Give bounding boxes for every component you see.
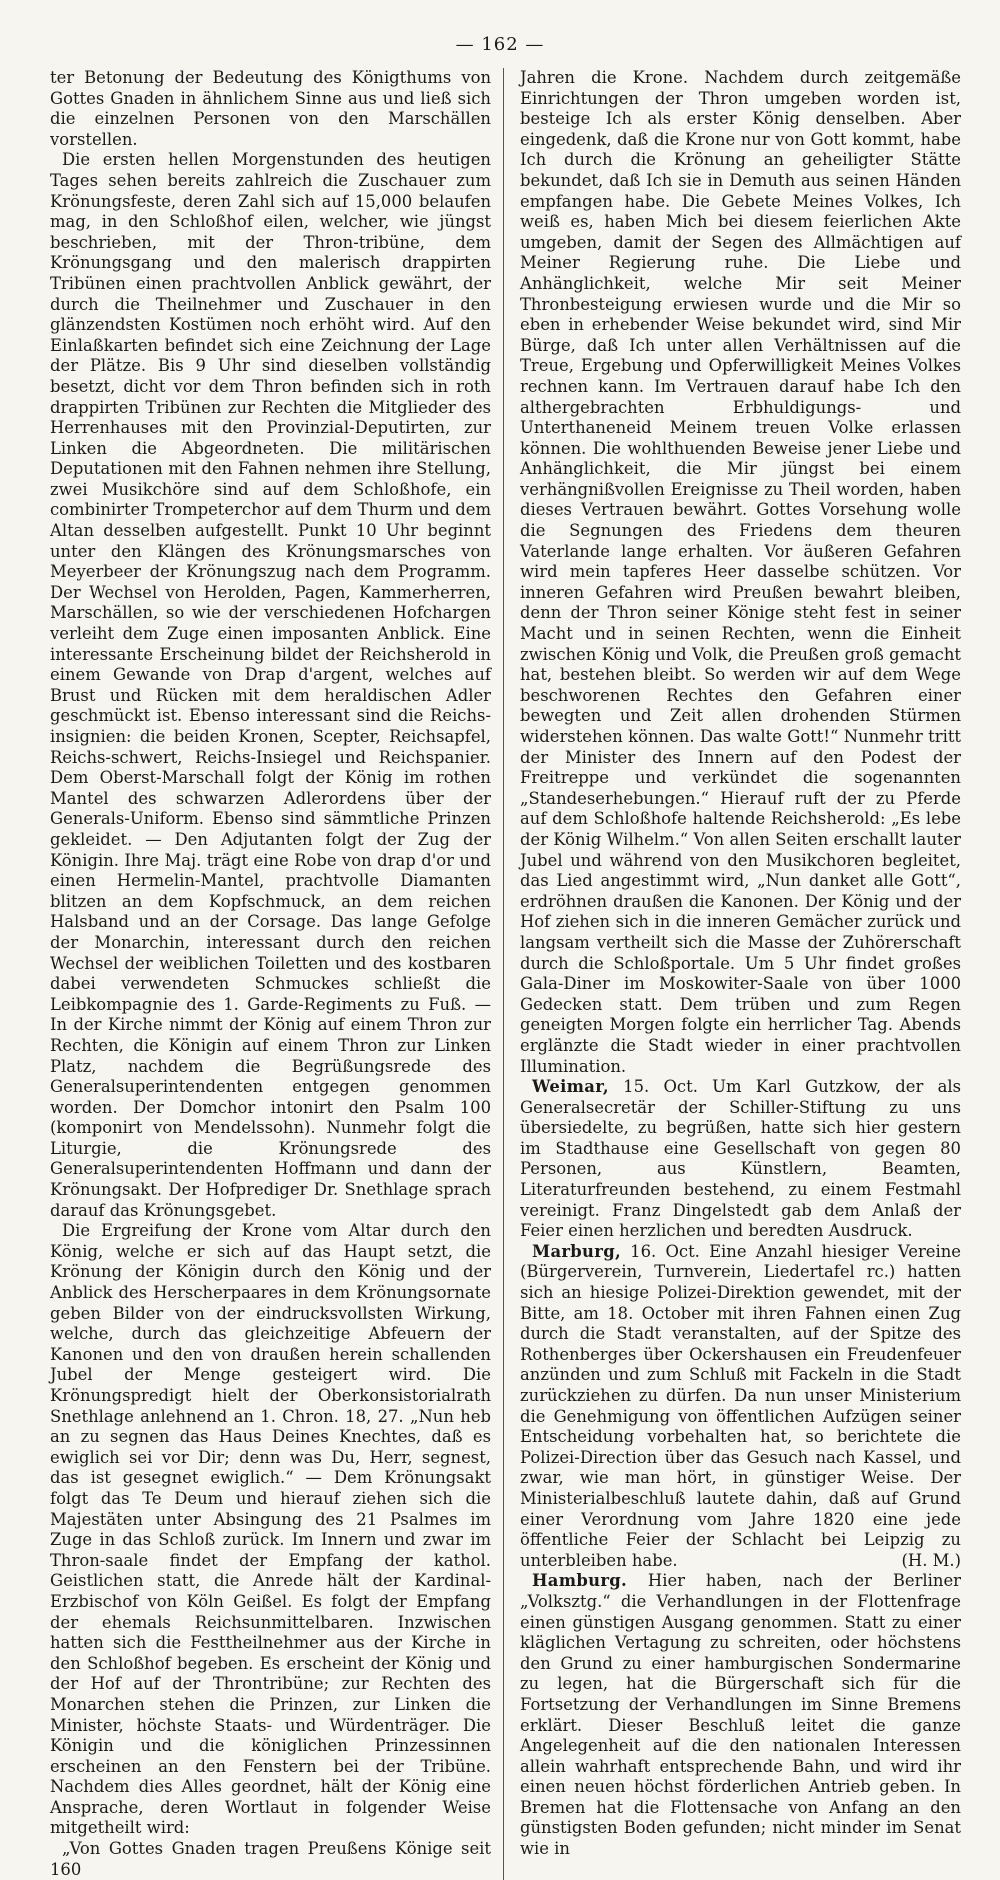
news-item-hamburg xyxy=(520,1571,961,1859)
paragraph xyxy=(520,68,961,1077)
dateline-place: Hamburg. xyxy=(532,1571,628,1591)
article-text: Jahren die Krone. Nachdem durch zeitgemäße Einrichtungen der Thron umgeben worden ist, besteige Ich als erster König denselben. Aber eingedenk, daß die Krone nur von Gott kommt, habe Ich durch die Krönung an geheiligter Stätte bekundet, daß Ich sie in Demuth aus seinen Händen empfangen habe. Die Gebete Meines Volkes, Ich weiß es, haben Mich bei diesem feierlichen Akte umgeben, damit der Segen des Allmächtigen auf Meiner Regierung ruhe. Die Liebe und Anhänglichkeit, welche Mir seit Meiner Thronbesteigung erwiesen wurde und die Mir so eben in erhebender Weise bekundet wird, sind Mir Bürge, daß Ich unter allen Verhältnissen auf die Treue, Ergebung und Opferwilligkeit Meines Volkes rechnen kann. Im Vertrauen darauf habe Ich den althergebrachten Erbhuldigungs- und Unterthaneneid Meinem treuen Volke erlassen können. Die wohlthuenden Beweise jener Liebe und Anhänglichkeit, die Mir jüngst bei einem verhängnißvollen Ereignisse zu Theil worden, haben dieses Vertrauen bewährt. Gottes Vorsehung wolle die Segnungen des Friedens dem theuren Vaterlande lange erhalten. Vor äußeren Gefahren wird mein tapferes Heer dasselbe schützen. Vor inneren Gefahren wird Preußen bewahrt bleiben, denn der Thron seiner Könige steht fest in seiner Macht und in seinen Rechten, wenn die Einheit zwischen König und Volk, die Preußen groß gemacht hat, bestehen bleibt. So werden wir auf dem Wege beschworenen Rechtes den Gefahren einer bewegten und Zeit allen drohenden Stürmen widerstehen können. Das walte Gott!“ Nunmehr tritt der Minister des Innern auf den Podest der Freitreppe und verkündet die sogenannten „Standeserhebungen.“ Hierauf ruft der zu Pferde auf dem Schloßhofe haltende Reichsherold: „Es lebe der König Wilhelm.“ Von allen Seiten erschallt lauter Jubel und während von den Musikchoren begleitet, das Lied angestimmt wird, „Nun danket alle Gott“, erdröhnen draußen die Kanonen. Der König und der Hof ziehen sich in die inneren Gemächer zurück und langsam vertheilt sich die Masse der Zuhörerschaft durch die Schloßportale. Um 5 Uhr findet großes Gala-Diner im Moskowiter-Saale von über 1000 Gedecken statt. Dem trüben und zum Regen geneigten Morgen folgte ein herrlicher Tag. Abends erglänzte die Stadt wieder in einer prachtvollen Illumination. xyxy=(520,68,961,1076)
paragraph: „Von Gottes Gnaden tragen Preußens Könige seit 160 xyxy=(50,1839,491,1879)
source-signature: (H. M.) xyxy=(901,1550,961,1570)
article-text: 15. Oct. Um Karl Gutzkow, der als Generalsecretär der Schiller-Stiftung zu uns übersiedelte, zu begrüßen, hatte sich hier gestern im Stadthause eine Gesellschaft von gegen 80 Personen, aus Künstlern, Beamten, Literaturfreunden bestehend, zu einem Festmahl vereinigt. Franz Dingelstedt gab dem Anlaß der Feier einen herzlichen und beredten Ausdruck. xyxy=(520,1077,961,1241)
paragraph: Die ersten hellen Morgenstunden des heutigen Tages sehen bereits zahlreich die Zuschauer zum Krönungsfeste, deren Zahl sich auf 15,000 belaufen mag, in den Schloßhof eilen, welcher, wie jüngst beschrieben, mit der Thron-tribüne, dem Krönungsgang und den malerisch drappirten Tribünen einen prachtvollen Anblick gewährt, der durch die Theilnehmer und Zuschauer in den glänzendsten Kostümen noch erhöht wird. Auf den Einlaßkarten befindet sich eine Zeichnung der Lage der Plätze. Bis 9 Uhr sind dieselben vollständig besetzt, dicht vor dem Thron befinden sich in roth drappirten Tribünen zur Rechten die Mitglieder des Herrenhauses mit den Provinzial-Deputirten, zur Linken die Abgeordneten. Die militärischen Deputationen mit den Fahnen nehmen ihre Stellung, zwei Musikchöre sind auf dem Schloßhofe, ein combinirter Trompeterchor auf dem Thurm und dem Altan desselben aufgestellt. Punkt 10 Uhr beginnt unter den Klängen des Krönungsmarsches von Meyerbeer der Krönungszug nach dem Programm. Der Wechsel von Herolden, Pagen, Kammerherren, Marschällen, so wie der verschiedenen Hofchargen verleiht dem Zuge einen imposanten Anblick. Eine interessante Erscheinung bildet der Reichsherold in einem Gewande von Drap d'argent, welches auf Brust und Rücken mit dem heraldischen Adler geschmückt ist. Ebenso interessant sind die Reichs-insignien: die beiden Kronen, Scepter, Reichsapfel, Reichs-schwert, Reichs-Insiegel und Reichspanier. Dem Oberst-Marschall folgt der König im rothen Mantel des schwarzen Adlerordens über der Generals-Uniform. Ebenso sind sämmtliche Prinzen gekleidet. — Den Adjutanten folgt der Zug der Königin. Ihre Maj. trägt eine Robe von drap d'or und einen Hermelin-Mantel, prachtvolle Diamanten blitzen an dem Kopfschmuck, an dem reichen Halsband und an der Corsage. Das lange Gefolge der Monarchin, interessant durch den reichen Wechsel der weiblichen Toiletten und des kostbaren dabei verwendeten Schmuckes schließt die Leibkompagnie des 1. Garde-Regiments zu Fuß. — In der Kirche nimmt der König auf einem Thron zur Rechten, die Königin auf einem Thron zur Linken Platz, nachdem die Begrüßungsrede des Generalsuperintendenten entgegen genommen worden. Der Domchor intonirt den Psalm 100 (komponirt von Mendelssohn). Nunmehr folgt die Liturgie, die Krönungsrede des Generalsuperintendenten Hoffmann und dann der Krönungsakt. Der Hofprediger Dr. Snethlage sprach darauf das Krönungsgebet. xyxy=(50,150,491,1220)
news-item-weimar xyxy=(520,1077,961,1242)
news-item-marburg xyxy=(520,1242,961,1572)
paragraph: ter Betonung der Bedeutung des Königthums von Gottes Gnaden in ähnlichem Sinne aus und ließ sich die einzelnen Personen von den Marschällen vorstellen. xyxy=(50,68,491,149)
article-text: Hier haben, nach der Berliner „Volksztg.“ die Verhandlungen in der Flottenfrage einen günstigen Ausgang genommen. Statt zu einer kläglichen Vertagung zu schreiten, oder höchstens den Grund zu einer hamburgischen Sondermarine zu legen, hat die Bürgerschaft sich für die Fortsetzung der Verhandlungen im Sinne Bremens erklärt. Dieser Beschluß leitet die ganze Angelegenheit auf die den nationalen Interessen allein wahrhaft entsprechende Bahn, und wird ihr einen neuen höchst förderlichen Antrieb geben. In Bremen hat die Flottensache von Anfang an den günstigsten Boden gefunden; nicht minder im Senat wie in xyxy=(520,1571,961,1859)
right-column xyxy=(520,68,961,1880)
paragraph: Die Ergreifung der Krone vom Altar durch den König, welche er sich auf das Haupt setzt, die Krönung der Königin durch den König und der Anblick des Herscherpaares in dem Krönungsornate geben Bilder von der eindrucksvollsten Wirkung, welche, durch das gleichzeitige Abfeuern der Kanonen und den von draußen herein schallenden Jubel der Menge gesteigert wird. Die Krönungspredigt hielt der Oberkonsistorialrath Snethlage anlehnend an 1. Chron. 18, 27. „Nun heb an zu segnen das Haus Deines Knechtes, daß es ewiglich sei vor Dir; denn was Du, Herr, segnest, das ist gesegnet ewiglich.“ — Dem Krönungsakt folgt das Te Deum und hierauf ziehen sich die Majestäten unter Absingung des 21 Psalmes im Zuge in das Schloß zurück. Im Innern und zwar im Thron-saale findet der Empfang der kathol. Geistlichen statt, die Anrede hält der Kardinal-Erzbischof von Köln Geißel. Es folgt der Empfang der ehemals Reichsunmittelbaren. Inzwischen hatten sich die Festtheilnehmer aus der Kirche in den Schloßhof begeben. Es erscheint der König und der Hof auf der Throntribüne; zur Rechten des Monarchen stehen die Prinzen, zur Linken die Minister, höchste Staats- und Würdenträger. Die Königin und die königlichen Prinzessinnen erscheinen an den Fenstern bei der Tribüne. Nachdem dies Alles geordnet, hält der König eine Ansprache, deren Wortlaut in folgender Weise mitgetheilt wird: xyxy=(50,1221,491,1838)
page-number: — 162 — xyxy=(455,34,545,55)
dateline-place: Marburg, xyxy=(532,1241,621,1261)
dateline-place: Weimar, xyxy=(532,1077,609,1097)
left-column xyxy=(50,68,504,1880)
article-text: 16. Oct. Eine Anzahl hiesiger Vereine (Bürgerverein, Turnverein, Liedertafel rc.) hatten sich an hiesige Polizei-Direktion gewendet, mit der Bitte, am 18. October mit ihren Fahnen einen Zug durch die Stadt veranstalten, auf der Spitze des Rothenberges über Ockershausen ein Freudenfeuer anzünden und zum Schluß mit Fackeln in die Stadt zurückziehen zu dürfen. Da nun unser Ministerium die Genehmigung von öffentlichen Aufzügen seiner Entscheidung vorbehalten hat, so berichtete die Polizei-Direction über das Gesuch nach Kassel, und zwar, wie man hört, in günstiger Weise. Der Ministerialbeschluß lautete dahin, daß auf Grund einer Verordnung vom Jahre 1820 eine jede öffentliche Feier der Schlacht bei Leipzig zu unterbleiben habe. xyxy=(520,1241,961,1570)
text-columns xyxy=(50,68,966,1880)
